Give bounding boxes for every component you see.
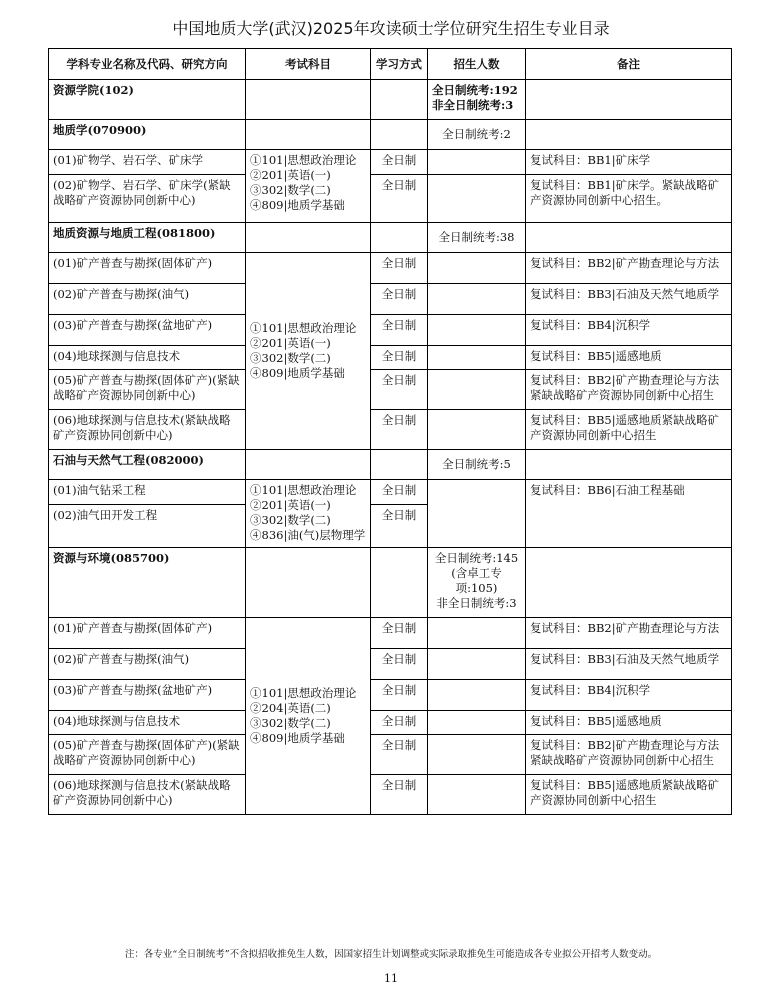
study-mode: 全日制 — [371, 680, 428, 711]
direction-cell: (03)矿产普查与勘探(盆地矿产) — [49, 680, 246, 711]
college-name: 资源学院(102) — [49, 80, 246, 120]
study-mode: 全日制 — [371, 253, 428, 284]
section-row-petroleum — [49, 450, 732, 480]
college-quota-part: 非全日制统考:3 — [432, 98, 514, 112]
study-mode: 全日制 — [371, 284, 428, 315]
study-mode: 全日制 — [371, 775, 428, 815]
exam-subjects — [246, 150, 371, 223]
direction-cell: (02)油气田开发工程 — [49, 505, 246, 548]
exam-item: ④809|地质学基础 — [250, 731, 345, 745]
exam-item: ①101|思想政治理论 — [250, 321, 357, 335]
direction-cell: (05)矿产普查与勘探(固体矿产)(紧缺战略矿产资源协同创新中心) — [49, 370, 246, 410]
note-cell: 复试科目：BB5|遥感地质紧缺战略矿产资源协同创新中心招生 — [526, 410, 732, 450]
table-row — [49, 680, 732, 711]
table-row — [49, 315, 732, 346]
quota-line: (含卓工专 — [451, 566, 502, 580]
note-cell: 复试科目：BB4|沉积学 — [526, 680, 732, 711]
direction-cell: (02)矿产普查与勘探(油气) — [49, 649, 246, 680]
study-mode: 全日制 — [371, 480, 428, 505]
section-name: 资源与环境(085700) — [49, 548, 246, 618]
exam-item: ③302|数学(二) — [250, 716, 331, 730]
table-row — [49, 150, 732, 175]
section-quota: 全日制统考:38 — [428, 223, 526, 253]
table-row — [49, 649, 732, 680]
note-cell: 复试科目：BB5|遥感地质紧缺战略矿产资源协同创新中心招生 — [526, 775, 732, 815]
college-row — [49, 80, 732, 120]
direction-cell: (04)地球探测与信息技术 — [49, 346, 246, 370]
exam-item: ③302|数学(二) — [250, 183, 331, 197]
section-name: 地质资源与地质工程(081800) — [49, 223, 246, 253]
college-quota — [428, 80, 526, 120]
section-quota: 全日制统考:5 — [428, 450, 526, 480]
page-title: 中国地质大学(武汉)2025年攻读硕士学位研究生招生专业目录 — [172, 19, 610, 38]
study-mode: 全日制 — [371, 649, 428, 680]
exam-subjects — [246, 480, 371, 548]
exam-item: ①101|思想政治理论 — [250, 686, 357, 700]
study-mode: 全日制 — [371, 505, 428, 548]
college-quota-full: 全日制统考:192 — [432, 83, 518, 97]
direction-cell: (01)矿产普查与勘探(固体矿产) — [49, 618, 246, 649]
study-mode: 全日制 — [371, 410, 428, 450]
direction-cell: (02)矿物学、岩石学、矿床学(紧缺战略矿产资源协同创新中心) — [49, 175, 246, 223]
direction-cell: (01)油气钻采工程 — [49, 480, 246, 505]
table-row — [49, 480, 732, 505]
direction-cell: (02)矿产普查与勘探(油气) — [49, 284, 246, 315]
study-mode: 全日制 — [371, 150, 428, 175]
note-cell: 复试科目：BB2|矿产勘查理论与方法 — [526, 253, 732, 284]
direction-cell: (04)地球探测与信息技术 — [49, 711, 246, 735]
exam-subjects — [246, 253, 371, 450]
direction-cell: (03)矿产普查与勘探(盆地矿产) — [49, 315, 246, 346]
exam-item: ②201|英语(一) — [250, 498, 331, 512]
note-cell: 复试科目：BB6|石油工程基础 — [526, 480, 732, 548]
study-mode: 全日制 — [371, 370, 428, 410]
exam-item: ③302|数学(二) — [250, 513, 331, 527]
note-cell: 复试科目：BB3|石油及天然气地质学 — [526, 649, 732, 680]
quota-line: 全日制统考:145 — [434, 551, 519, 565]
exam-item: ②204|英语(二) — [250, 701, 331, 715]
exam-item: ①101|思想政治理论 — [250, 153, 357, 167]
table-row — [49, 711, 732, 735]
table-row — [49, 410, 732, 450]
direction-cell: (06)地球探测与信息技术(紧缺战略矿产资源协同创新中心) — [49, 775, 246, 815]
exam-item: ③302|数学(二) — [250, 351, 331, 365]
section-row-geology — [49, 120, 732, 150]
note-cell: 复试科目：BB5|遥感地质 — [526, 711, 732, 735]
direction-cell: (06)地球探测与信息技术(紧缺战略矿产资源协同创新中心) — [49, 410, 246, 450]
exam-item: ④836|油(气)层物理学 — [250, 528, 366, 542]
note-cell: 复试科目：BB1|矿床学。紧缺战略矿产资源协同创新中心招生。 — [526, 175, 732, 223]
note-cell: 复试科目：BB2|矿产勘查理论与方法 — [526, 618, 732, 649]
page-number: 11 — [384, 972, 398, 985]
section-quota: 全日制统考:2 — [428, 120, 526, 150]
section-name: 地质学(070900) — [49, 120, 246, 150]
direction-cell: (01)矿产普查与勘探(固体矿产) — [49, 253, 246, 284]
note-cell: 复试科目：BB2|矿产勘查理论与方法紧缺战略矿产资源协同创新中心招生 — [526, 370, 732, 410]
catalog-table — [48, 48, 732, 815]
direction-cell: (05)矿产普查与勘探(固体矿产)(紧缺战略矿产资源协同创新中心) — [49, 735, 246, 775]
study-mode: 全日制 — [371, 346, 428, 370]
study-mode: 全日制 — [371, 315, 428, 346]
header-notes: 备注 — [526, 49, 732, 80]
quota-line: 项:105) — [455, 581, 498, 595]
note-cell: 复试科目：BB5|遥感地质 — [526, 346, 732, 370]
study-mode: 全日制 — [371, 618, 428, 649]
table-row — [49, 735, 732, 775]
header-quota: 招生人数 — [428, 49, 526, 80]
study-mode: 全日制 — [371, 175, 428, 223]
table-row — [49, 253, 732, 284]
exam-item: ②201|英语(一) — [250, 336, 331, 350]
study-mode: 全日制 — [371, 711, 428, 735]
table-row — [49, 370, 732, 410]
header-exams: 考试科目 — [246, 49, 371, 80]
section-quota — [428, 548, 526, 618]
header-row — [49, 49, 732, 80]
table-row — [49, 775, 732, 815]
section-row-resources-env — [49, 548, 732, 618]
table-row — [49, 346, 732, 370]
note-cell: 复试科目：BB1|矿床学 — [526, 150, 732, 175]
header-direction: 学科专业名称及代码、研究方向 — [49, 49, 246, 80]
note-cell: 复试科目：BB3|石油及天然气地质学 — [526, 284, 732, 315]
direction-cell: (01)矿物学、岩石学、矿床学 — [49, 150, 246, 175]
exam-subjects — [246, 618, 371, 815]
note-cell: 复试科目：BB2|矿产勘查理论与方法紧缺战略矿产资源协同创新中心招生 — [526, 735, 732, 775]
exam-item: ②201|英语(一) — [250, 168, 331, 182]
section-name: 石油与天然气工程(082000) — [49, 450, 246, 480]
header-mode: 学习方式 — [371, 49, 428, 80]
table-row — [49, 284, 732, 315]
footnote: 注：各专业“全日制统考”不含拟招收推免生人数，因国家招生计划调整或实际录取推免生可能造成各专业拟公开招考人数变动。 — [124, 949, 658, 960]
exam-item: ①101|思想政治理论 — [250, 483, 357, 497]
exam-item: ④809|地质学基础 — [250, 366, 345, 380]
table-row — [49, 618, 732, 649]
note-cell: 复试科目：BB4|沉积学 — [526, 315, 732, 346]
study-mode: 全日制 — [371, 735, 428, 775]
table-row — [49, 175, 732, 223]
quota-line: 非全日制统考:3 — [436, 596, 517, 610]
exam-item: ④809|地质学基础 — [250, 198, 345, 212]
section-row-geo-resources — [49, 223, 732, 253]
